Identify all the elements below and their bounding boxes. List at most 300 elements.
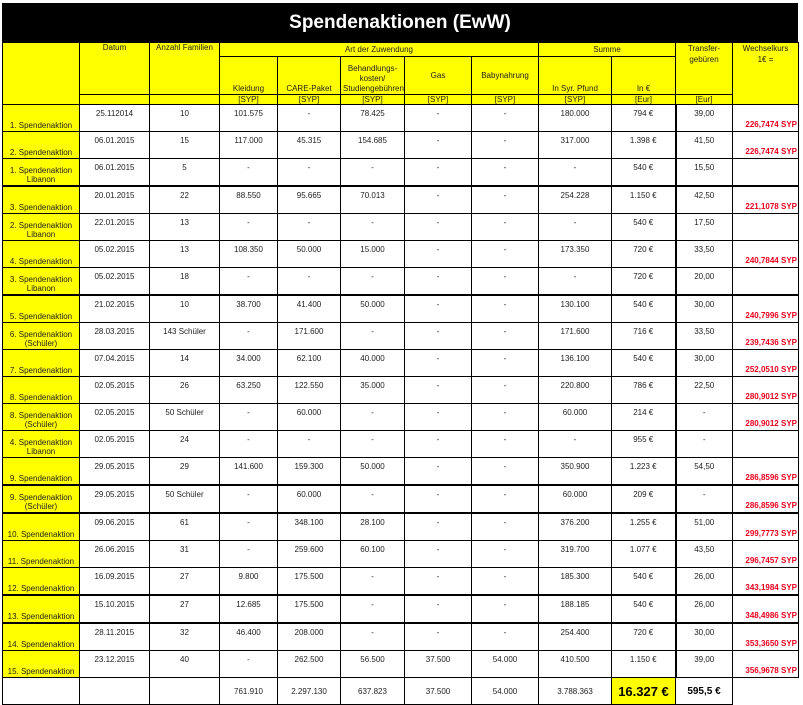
cell-summe-eur: 1.150 € bbox=[612, 186, 676, 214]
unit-syp: [SYP] bbox=[341, 95, 405, 105]
table-body bbox=[3, 105, 799, 678]
row-label: 6. Spendenaktion (Schüler) bbox=[3, 323, 80, 350]
cell-care-paket: 259.600 bbox=[278, 541, 341, 568]
cell-babynahrung: - bbox=[472, 186, 539, 214]
header-behandlungskosten: Behandlungs- kosten/ Studiengebühren bbox=[341, 57, 405, 95]
table-row bbox=[3, 295, 799, 323]
cell-gas: - bbox=[405, 541, 472, 568]
total-care-paket: 2.297.130 bbox=[278, 678, 341, 705]
cell-care-paket: - bbox=[278, 268, 341, 296]
total-eur: 16.327 € bbox=[612, 678, 676, 705]
cell-wechselkurs bbox=[733, 268, 799, 296]
cell-summe-syp: 130.100 bbox=[539, 295, 612, 323]
cell-babynahrung: - bbox=[472, 214, 539, 241]
table-row bbox=[3, 651, 799, 678]
cell-kleidung: 12.685 bbox=[220, 595, 278, 623]
cell-transfer-fee: 39,00 bbox=[676, 651, 733, 678]
row-label: 12. Spendenaktion bbox=[3, 568, 80, 596]
cell-transfer-fee: 33,50 bbox=[676, 323, 733, 350]
cell-summe-syp: 180.000 bbox=[539, 105, 612, 132]
cell-care-paket: 95.665 bbox=[278, 186, 341, 214]
cell-anzahl-familien: 15 bbox=[150, 132, 220, 159]
cell-kleidung: - bbox=[220, 404, 278, 431]
cell-summe-eur: 540 € bbox=[612, 568, 676, 596]
cell-anzahl-familien: 22 bbox=[150, 186, 220, 214]
cell-datum: 02.05.2015 bbox=[80, 377, 150, 404]
cell-summe-syp: 220.800 bbox=[539, 377, 612, 404]
cell-behandlungskosten: - bbox=[341, 623, 405, 651]
cell-care-paket: 208.000 bbox=[278, 623, 341, 651]
cell-gas: - bbox=[405, 323, 472, 350]
cell-transfer-fee: - bbox=[676, 485, 733, 513]
unit-blank bbox=[80, 95, 150, 105]
cell-datum: 22.01.2015 bbox=[80, 214, 150, 241]
cell-anzahl-familien: 40 bbox=[150, 651, 220, 678]
cell-summe-syp: 254.400 bbox=[539, 623, 612, 651]
total-syp: 3.788.363 bbox=[539, 678, 612, 705]
header-babynahrung: Babynahrung bbox=[472, 57, 539, 95]
cell-anzahl-familien: 10 bbox=[150, 295, 220, 323]
cell-transfer-fee: 41,50 bbox=[676, 132, 733, 159]
totals-blank bbox=[150, 678, 220, 705]
row-label: 2. Spendenaktion bbox=[3, 132, 80, 159]
header-art-der-zuwendung: Art der Zuwendung bbox=[220, 43, 539, 57]
table-row bbox=[3, 214, 799, 241]
cell-summe-eur: 720 € bbox=[612, 623, 676, 651]
cell-gas: - bbox=[405, 431, 472, 458]
cell-kleidung: - bbox=[220, 159, 278, 187]
cell-gas: - bbox=[405, 485, 472, 513]
cell-wechselkurs: 299,7773 SYP bbox=[733, 513, 799, 541]
cell-babynahrung: - bbox=[472, 513, 539, 541]
cell-care-paket: - bbox=[278, 214, 341, 241]
row-label: 1. Spendenaktion Libanon bbox=[3, 159, 80, 187]
donations-table bbox=[2, 42, 799, 705]
cell-wechselkurs bbox=[733, 214, 799, 241]
cell-gas: - bbox=[405, 186, 472, 214]
cell-datum: 06.01.2015 bbox=[80, 132, 150, 159]
cell-gas: - bbox=[405, 350, 472, 377]
cell-summe-eur: 720 € bbox=[612, 268, 676, 296]
cell-datum: 07.04.2015 bbox=[80, 350, 150, 377]
cell-care-paket: 60.000 bbox=[278, 404, 341, 431]
cell-care-paket: - bbox=[278, 159, 341, 187]
cell-transfer-fee: 26,00 bbox=[676, 568, 733, 596]
cell-behandlungskosten: - bbox=[341, 268, 405, 296]
header-blank bbox=[3, 43, 80, 105]
unit-eur: [Eur] bbox=[612, 95, 676, 105]
cell-kleidung: 34.000 bbox=[220, 350, 278, 377]
cell-summe-eur: 209 € bbox=[612, 485, 676, 513]
cell-summe-syp: 60.000 bbox=[539, 485, 612, 513]
header-in-eur: In € bbox=[612, 57, 676, 95]
cell-behandlungskosten: 70.013 bbox=[341, 186, 405, 214]
cell-wechselkurs: 240,7996 SYP bbox=[733, 295, 799, 323]
cell-behandlungskosten: 35.000 bbox=[341, 377, 405, 404]
table-row bbox=[3, 350, 799, 377]
cell-summe-eur: 214 € bbox=[612, 404, 676, 431]
unit-syp: [SYP] bbox=[472, 95, 539, 105]
table-row bbox=[3, 241, 799, 268]
cell-gas: - bbox=[405, 568, 472, 596]
cell-anzahl-familien: 5 bbox=[150, 159, 220, 187]
header-kleidung: Kleidung bbox=[220, 57, 278, 95]
cell-transfer-fee: 42,50 bbox=[676, 186, 733, 214]
cell-kleidung: 63.250 bbox=[220, 377, 278, 404]
cell-transfer-fee: - bbox=[676, 404, 733, 431]
table-row bbox=[3, 623, 799, 651]
cell-transfer-fee: - bbox=[676, 431, 733, 458]
cell-behandlungskosten: - bbox=[341, 568, 405, 596]
cell-anzahl-familien: 24 bbox=[150, 431, 220, 458]
unit-syp: [SYP] bbox=[220, 95, 278, 105]
row-label: 13. Spendenaktion bbox=[3, 595, 80, 623]
table-row bbox=[3, 159, 799, 187]
cell-wechselkurs: 356,9678 SYP bbox=[733, 651, 799, 678]
cell-babynahrung: - bbox=[472, 241, 539, 268]
cell-wechselkurs: 286,8596 SYP bbox=[733, 485, 799, 513]
cell-behandlungskosten: - bbox=[341, 485, 405, 513]
unit-eur: [Eur] bbox=[676, 95, 733, 105]
totals-empty bbox=[733, 678, 799, 705]
cell-gas: - bbox=[405, 595, 472, 623]
row-label: 11. Spendenaktion bbox=[3, 541, 80, 568]
cell-kleidung: 108.350 bbox=[220, 241, 278, 268]
cell-anzahl-familien: 31 bbox=[150, 541, 220, 568]
cell-babynahrung: - bbox=[472, 541, 539, 568]
cell-wechselkurs: 221,1078 SYP bbox=[733, 186, 799, 214]
cell-gas: - bbox=[405, 132, 472, 159]
sheet-title: Spendenaktionen (EwW) bbox=[2, 3, 798, 42]
cell-behandlungskosten: 154.685 bbox=[341, 132, 405, 159]
cell-behandlungskosten: - bbox=[341, 431, 405, 458]
cell-transfer-fee: 54,50 bbox=[676, 458, 733, 486]
cell-care-paket: 171.600 bbox=[278, 323, 341, 350]
cell-transfer-fee: 26,00 bbox=[676, 595, 733, 623]
table-row bbox=[3, 268, 799, 296]
cell-wechselkurs: 280,9012 SYP bbox=[733, 404, 799, 431]
header-in-syr-pfund: In Syr. Pfund bbox=[539, 57, 612, 95]
row-label: 2. Spendenaktion Libanon bbox=[3, 214, 80, 241]
cell-summe-eur: 1.255 € bbox=[612, 513, 676, 541]
cell-transfer-fee: 43,50 bbox=[676, 541, 733, 568]
cell-anzahl-familien: 27 bbox=[150, 595, 220, 623]
cell-behandlungskosten: - bbox=[341, 214, 405, 241]
unit-syp: [SYP] bbox=[278, 95, 341, 105]
cell-summe-eur: 786 € bbox=[612, 377, 676, 404]
cell-care-paket: - bbox=[278, 105, 341, 132]
cell-summe-eur: 716 € bbox=[612, 323, 676, 350]
cell-wechselkurs: 343,1984 SYP bbox=[733, 568, 799, 596]
total-babynahrung: 54.000 bbox=[472, 678, 539, 705]
row-label: 5. Spendenaktion bbox=[3, 295, 80, 323]
header-datum: Datum bbox=[80, 43, 150, 95]
cell-datum: 29.05.2015 bbox=[80, 458, 150, 486]
cell-wechselkurs: 226,7474 SYP bbox=[733, 132, 799, 159]
cell-summe-syp: 136.100 bbox=[539, 350, 612, 377]
cell-datum: 02.05.2015 bbox=[80, 431, 150, 458]
row-label: 4. Spendenaktion bbox=[3, 241, 80, 268]
cell-wechselkurs: 348,4986 SYP bbox=[733, 595, 799, 623]
header-summe: Summe bbox=[539, 43, 676, 57]
cell-anzahl-familien: 50 Schüler bbox=[150, 485, 220, 513]
row-label: 8. Spendenaktion bbox=[3, 377, 80, 404]
total-gas: 37.500 bbox=[405, 678, 472, 705]
cell-transfer-fee: 33,50 bbox=[676, 241, 733, 268]
cell-babynahrung: - bbox=[472, 323, 539, 350]
cell-babynahrung: - bbox=[472, 295, 539, 323]
cell-datum: 09.06.2015 bbox=[80, 513, 150, 541]
cell-kleidung: 9.800 bbox=[220, 568, 278, 596]
cell-summe-syp: 171.600 bbox=[539, 323, 612, 350]
table-row bbox=[3, 595, 799, 623]
cell-summe-eur: 540 € bbox=[612, 214, 676, 241]
row-label: 15. Spendenaktion bbox=[3, 651, 80, 678]
cell-wechselkurs bbox=[733, 159, 799, 187]
cell-anzahl-familien: 50 Schüler bbox=[150, 404, 220, 431]
table-row bbox=[3, 513, 799, 541]
header-gas: Gas bbox=[405, 57, 472, 95]
cell-babynahrung: - bbox=[472, 431, 539, 458]
cell-anzahl-familien: 61 bbox=[150, 513, 220, 541]
cell-wechselkurs: 226,7474 SYP bbox=[733, 105, 799, 132]
cell-transfer-fee: 39,00 bbox=[676, 105, 733, 132]
cell-behandlungskosten: - bbox=[341, 159, 405, 187]
cell-babynahrung: - bbox=[472, 485, 539, 513]
cell-anzahl-familien: 13 bbox=[150, 241, 220, 268]
cell-summe-eur: 540 € bbox=[612, 350, 676, 377]
cell-gas: - bbox=[405, 241, 472, 268]
table-row bbox=[3, 458, 799, 486]
cell-anzahl-familien: 10 bbox=[150, 105, 220, 132]
cell-wechselkurs: 296,7457 SYP bbox=[733, 541, 799, 568]
cell-behandlungskosten: 56.500 bbox=[341, 651, 405, 678]
table-row bbox=[3, 404, 799, 431]
cell-babynahrung: - bbox=[472, 268, 539, 296]
cell-datum: 23.12.2015 bbox=[80, 651, 150, 678]
cell-kleidung: 88.550 bbox=[220, 186, 278, 214]
cell-babynahrung: - bbox=[472, 623, 539, 651]
row-label: 4. Spendenaktion Libanon bbox=[3, 431, 80, 458]
cell-care-paket: 175.500 bbox=[278, 595, 341, 623]
cell-summe-syp: 319.700 bbox=[539, 541, 612, 568]
cell-datum: 21.02.2015 bbox=[80, 295, 150, 323]
cell-wechselkurs: 240,7844 SYP bbox=[733, 241, 799, 268]
cell-behandlungskosten: - bbox=[341, 404, 405, 431]
cell-datum: 20.01.2015 bbox=[80, 186, 150, 214]
row-label: 3. Spendenaktion bbox=[3, 186, 80, 214]
cell-datum: 26.06.2015 bbox=[80, 541, 150, 568]
cell-gas: - bbox=[405, 268, 472, 296]
header-wechselkurs: Wechselkurs 1€ = bbox=[733, 43, 799, 105]
cell-behandlungskosten: 78.425 bbox=[341, 105, 405, 132]
cell-kleidung: - bbox=[220, 268, 278, 296]
cell-summe-syp: 188.185 bbox=[539, 595, 612, 623]
cell-care-paket: - bbox=[278, 431, 341, 458]
cell-anzahl-familien: 29 bbox=[150, 458, 220, 486]
cell-anzahl-familien: 32 bbox=[150, 623, 220, 651]
cell-gas: - bbox=[405, 623, 472, 651]
cell-care-paket: 50.000 bbox=[278, 241, 341, 268]
cell-behandlungskosten: 28.100 bbox=[341, 513, 405, 541]
cell-kleidung: 141.600 bbox=[220, 458, 278, 486]
cell-care-paket: 122.550 bbox=[278, 377, 341, 404]
table-row bbox=[3, 105, 799, 132]
cell-summe-syp: 317.000 bbox=[539, 132, 612, 159]
cell-transfer-fee: 30,00 bbox=[676, 350, 733, 377]
cell-babynahrung: 54.000 bbox=[472, 651, 539, 678]
cell-wechselkurs: 239,7436 SYP bbox=[733, 323, 799, 350]
cell-care-paket: 348.100 bbox=[278, 513, 341, 541]
cell-gas: - bbox=[405, 214, 472, 241]
cell-babynahrung: - bbox=[472, 105, 539, 132]
cell-babynahrung: - bbox=[472, 595, 539, 623]
cell-anzahl-familien: 26 bbox=[150, 377, 220, 404]
cell-behandlungskosten: - bbox=[341, 595, 405, 623]
cell-behandlungskosten: 50.000 bbox=[341, 295, 405, 323]
cell-kleidung: - bbox=[220, 513, 278, 541]
cell-summe-syp: 410.500 bbox=[539, 651, 612, 678]
table-row bbox=[3, 485, 799, 513]
cell-wechselkurs: 280,9012 SYP bbox=[733, 377, 799, 404]
cell-datum: 29.05.2015 bbox=[80, 485, 150, 513]
cell-kleidung: - bbox=[220, 214, 278, 241]
cell-datum: 15.10.2015 bbox=[80, 595, 150, 623]
row-label: 14. Spendenaktion bbox=[3, 623, 80, 651]
cell-summe-syp: 350.900 bbox=[539, 458, 612, 486]
header-familien: Anzahl Familien bbox=[150, 43, 220, 95]
cell-gas: - bbox=[405, 458, 472, 486]
spreadsheet bbox=[2, 3, 798, 705]
cell-summe-syp: - bbox=[539, 214, 612, 241]
cell-anzahl-familien: 13 bbox=[150, 214, 220, 241]
unit-syp: [SYP] bbox=[539, 95, 612, 105]
cell-datum: 28.03.2015 bbox=[80, 323, 150, 350]
cell-babynahrung: - bbox=[472, 159, 539, 187]
cell-gas: - bbox=[405, 377, 472, 404]
unit-syp: [SYP] bbox=[405, 95, 472, 105]
cell-care-paket: 159.300 bbox=[278, 458, 341, 486]
cell-gas: - bbox=[405, 513, 472, 541]
cell-babynahrung: - bbox=[472, 132, 539, 159]
cell-summe-eur: 540 € bbox=[612, 595, 676, 623]
cell-transfer-fee: 20,00 bbox=[676, 268, 733, 296]
row-label: 3. Spendenaktion Libanon bbox=[3, 268, 80, 296]
cell-datum: 05.02.2015 bbox=[80, 268, 150, 296]
table-row bbox=[3, 541, 799, 568]
cell-summe-eur: 1.150 € bbox=[612, 651, 676, 678]
table-row bbox=[3, 377, 799, 404]
row-label: 9. Spendenaktion bbox=[3, 458, 80, 486]
cell-gas: - bbox=[405, 159, 472, 187]
cell-gas: - bbox=[405, 105, 472, 132]
row-label: 10. Spendenaktion bbox=[3, 513, 80, 541]
row-label: 1. Spendenaktion bbox=[3, 105, 80, 132]
cell-transfer-fee: 30,00 bbox=[676, 623, 733, 651]
cell-transfer-fee: 51,00 bbox=[676, 513, 733, 541]
cell-behandlungskosten: 50.000 bbox=[341, 458, 405, 486]
cell-care-paket: 41.400 bbox=[278, 295, 341, 323]
table-row bbox=[3, 568, 799, 596]
cell-babynahrung: - bbox=[472, 350, 539, 377]
table-row bbox=[3, 186, 799, 214]
total-transfer-fee: 595,5 € bbox=[676, 678, 733, 705]
cell-anzahl-familien: 14 bbox=[150, 350, 220, 377]
cell-wechselkurs: 286,8596 SYP bbox=[733, 458, 799, 486]
header-transfer: Transfer- gebüren bbox=[676, 43, 733, 95]
total-kleidung: 761.910 bbox=[220, 678, 278, 705]
cell-transfer-fee: 17,50 bbox=[676, 214, 733, 241]
cell-summe-eur: 955 € bbox=[612, 431, 676, 458]
cell-wechselkurs: 252,0510 SYP bbox=[733, 350, 799, 377]
cell-kleidung: 38.700 bbox=[220, 295, 278, 323]
totals-blank bbox=[3, 678, 80, 705]
cell-summe-syp: 376.200 bbox=[539, 513, 612, 541]
cell-care-paket: 60.000 bbox=[278, 485, 341, 513]
cell-kleidung: 117.000 bbox=[220, 132, 278, 159]
cell-babynahrung: - bbox=[472, 568, 539, 596]
cell-babynahrung: - bbox=[472, 404, 539, 431]
cell-care-paket: 175.500 bbox=[278, 568, 341, 596]
cell-summe-eur: 1.223 € bbox=[612, 458, 676, 486]
cell-summe-eur: 540 € bbox=[612, 159, 676, 187]
cell-datum: 06.01.2015 bbox=[80, 159, 150, 187]
cell-care-paket: 45.315 bbox=[278, 132, 341, 159]
table-row bbox=[3, 431, 799, 458]
cell-babynahrung: - bbox=[472, 377, 539, 404]
cell-datum: 05.02.2015 bbox=[80, 241, 150, 268]
cell-kleidung: - bbox=[220, 651, 278, 678]
cell-anzahl-familien: 143 Schüler bbox=[150, 323, 220, 350]
cell-kleidung: 46.400 bbox=[220, 623, 278, 651]
cell-behandlungskosten: 60.100 bbox=[341, 541, 405, 568]
cell-summe-eur: 540 € bbox=[612, 295, 676, 323]
cell-wechselkurs bbox=[733, 431, 799, 458]
header-care-paket: CARE-Paket bbox=[278, 57, 341, 95]
cell-kleidung: - bbox=[220, 431, 278, 458]
cell-wechselkurs: 353,3650 SYP bbox=[733, 623, 799, 651]
row-label: 7. Spendenaktion bbox=[3, 350, 80, 377]
total-behandlungskosten: 637.823 bbox=[341, 678, 405, 705]
totals-row bbox=[3, 678, 799, 705]
cell-care-paket: 62.100 bbox=[278, 350, 341, 377]
row-label: 9. Spendenaktion (Schüler) bbox=[3, 485, 80, 513]
cell-gas: 37.500 bbox=[405, 651, 472, 678]
totals-blank bbox=[80, 678, 150, 705]
cell-datum: 02.05.2015 bbox=[80, 404, 150, 431]
cell-datum: 28.11.2015 bbox=[80, 623, 150, 651]
cell-summe-eur: 720 € bbox=[612, 241, 676, 268]
row-label: 8. Spendenaktion (Schüler) bbox=[3, 404, 80, 431]
cell-kleidung: - bbox=[220, 323, 278, 350]
cell-care-paket: 262.500 bbox=[278, 651, 341, 678]
cell-summe-syp: 185.300 bbox=[539, 568, 612, 596]
cell-gas: - bbox=[405, 295, 472, 323]
unit-blank bbox=[150, 95, 220, 105]
cell-summe-syp: - bbox=[539, 268, 612, 296]
cell-kleidung: - bbox=[220, 541, 278, 568]
cell-summe-syp: 60.000 bbox=[539, 404, 612, 431]
table-row bbox=[3, 132, 799, 159]
cell-kleidung: 101.575 bbox=[220, 105, 278, 132]
cell-summe-syp: - bbox=[539, 431, 612, 458]
cell-gas: - bbox=[405, 404, 472, 431]
cell-transfer-fee: 30,00 bbox=[676, 295, 733, 323]
cell-anzahl-familien: 27 bbox=[150, 568, 220, 596]
cell-behandlungskosten: 15.000 bbox=[341, 241, 405, 268]
cell-anzahl-familien: 18 bbox=[150, 268, 220, 296]
cell-transfer-fee: 15,50 bbox=[676, 159, 733, 187]
